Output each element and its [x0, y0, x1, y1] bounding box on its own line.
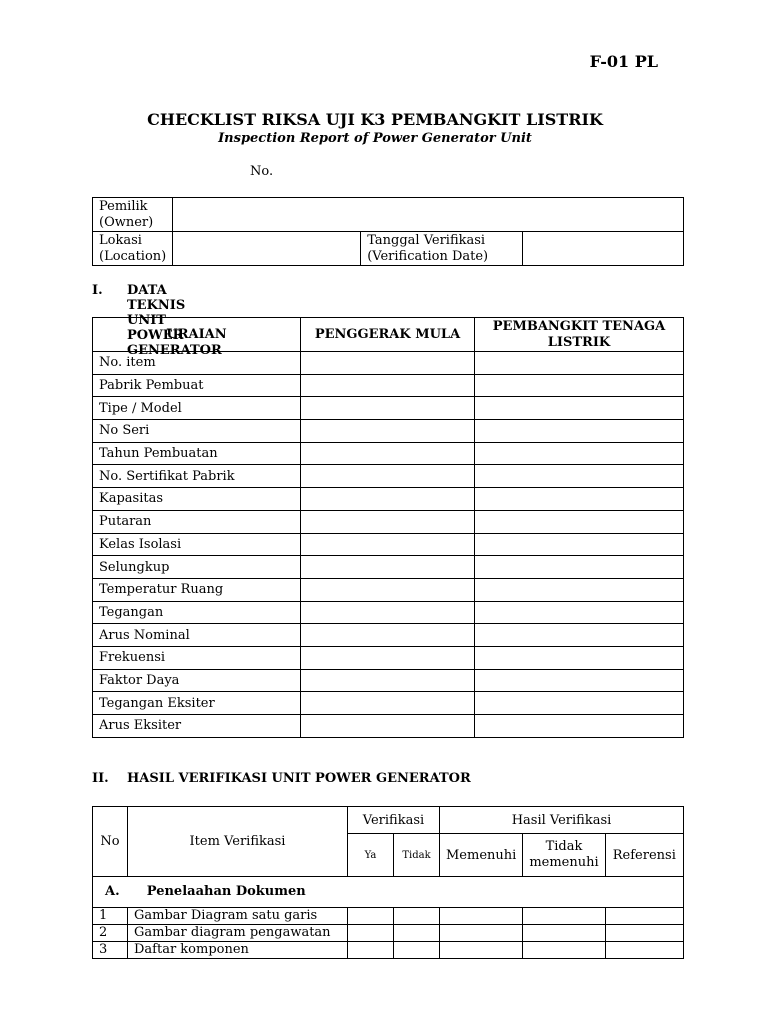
verification-row — [93, 908, 684, 925]
technical-data-row — [93, 488, 684, 511]
verification-date-label: Tanggal Verifikasi — [367, 232, 486, 248]
item-number: 1 — [93, 908, 128, 925]
pembangkit-field[interactable] — [475, 352, 684, 375]
penggerak-mula-field[interactable] — [301, 352, 475, 375]
technical-data-row — [93, 669, 684, 692]
penggerak-mula-field[interactable] — [301, 692, 475, 715]
column-header-tidak-memenuhi: Tidak memenuhi — [523, 834, 605, 877]
group-a-title: Penelaahan Dokumen — [146, 884, 306, 899]
penggerak-mula-field[interactable] — [301, 646, 475, 669]
penggerak-mula-field[interactable] — [301, 442, 475, 465]
row-label: Temperatur Ruang — [93, 578, 301, 601]
location-field[interactable] — [173, 232, 361, 266]
verification-date-label-en: (Verification Date) — [367, 248, 489, 264]
location-label-cell — [93, 232, 173, 266]
row-label: No. item — [93, 352, 301, 375]
pembangkit-field[interactable] — [475, 715, 684, 738]
pembangkit-field[interactable] — [475, 646, 684, 669]
group-a-letter: A. — [105, 884, 120, 899]
pembangkit-field[interactable] — [475, 420, 684, 443]
row-label: No. Sertifikat Pabrik — [93, 465, 301, 488]
technical-data-row — [93, 533, 684, 556]
document-subtitle: Inspection Report of Power Generator Unit — [218, 131, 532, 146]
column-header-item: Item Verifikasi — [128, 807, 348, 877]
column-header-tidak: Tidak — [394, 834, 440, 877]
technical-data-row — [93, 624, 684, 647]
pembangkit-field[interactable] — [475, 442, 684, 465]
date-label-cell — [361, 232, 523, 266]
penggerak-mula-field[interactable] — [301, 510, 475, 533]
row-label: Tahun Pembuatan — [93, 442, 301, 465]
pembangkit-field[interactable] — [475, 692, 684, 715]
technical-data-row — [93, 442, 684, 465]
technical-data-row — [93, 601, 684, 624]
owner-label: Pemilik — [99, 198, 148, 214]
pembangkit-field[interactable] — [475, 669, 684, 692]
memenuhi-cell[interactable] — [440, 908, 523, 925]
penggerak-mula-field[interactable] — [301, 578, 475, 601]
column-header-no: No — [93, 807, 128, 877]
column-header-referensi: Referensi — [605, 834, 683, 877]
memenuhi-cell[interactable] — [440, 925, 523, 942]
group-a-cell — [93, 877, 684, 908]
referensi-cell[interactable] — [605, 925, 683, 942]
pembangkit-field[interactable] — [475, 465, 684, 488]
technical-data-row — [93, 692, 684, 715]
tidak-checkbox-cell[interactable] — [394, 925, 440, 942]
technical-data-row — [93, 374, 684, 397]
item-label: Daftar komponen — [128, 942, 348, 959]
pembangkit-field[interactable] — [475, 397, 684, 420]
row-label: Tegangan Eksiter — [93, 692, 301, 715]
ya-checkbox-cell[interactable] — [348, 925, 394, 942]
column-header-pembangkit: PEMBANGKIT TENAGA LISTRIK — [475, 318, 684, 352]
column-header-memenuhi: Memenuhi — [440, 834, 523, 877]
section-1-title: DATA TEKNIS UNIT POWER GENERATOR — [127, 283, 222, 358]
column-header-hasil: Hasil Verifikasi — [440, 807, 684, 834]
row-label: Tegangan — [93, 601, 301, 624]
location-label: Lokasi — [99, 232, 142, 248]
column-header-uraian: URAIAN — [93, 318, 301, 352]
tidak-checkbox-cell[interactable] — [394, 942, 440, 959]
pembangkit-field[interactable] — [475, 510, 684, 533]
item-number: 3 — [93, 942, 128, 959]
verification-table — [92, 806, 684, 959]
verification-row — [93, 942, 684, 959]
document-title: CHECKLIST RIKSA UJI K3 PEMBANGKIT LISTRIK — [147, 110, 603, 129]
pembangkit-field[interactable] — [475, 601, 684, 624]
tidak-memenuhi-cell[interactable] — [523, 942, 605, 959]
ya-checkbox-cell[interactable] — [348, 908, 394, 925]
pembangkit-field[interactable] — [475, 533, 684, 556]
penggerak-mula-field[interactable] — [301, 488, 475, 511]
pembangkit-field[interactable] — [475, 578, 684, 601]
section-2-title: HASIL VERIFIKASI UNIT POWER GENERATOR — [127, 771, 471, 786]
verification-header-row-1 — [93, 807, 684, 834]
group-row-a — [93, 877, 684, 908]
section-2-heading — [92, 771, 471, 786]
tidak-memenuhi-cell[interactable] — [523, 908, 605, 925]
penggerak-mula-field[interactable] — [301, 533, 475, 556]
penggerak-mula-field[interactable] — [301, 420, 475, 443]
owner-label-cell — [93, 198, 173, 232]
technical-data-row — [93, 465, 684, 488]
penggerak-mula-field[interactable] — [301, 715, 475, 738]
referensi-cell[interactable] — [605, 942, 683, 959]
location-label-en: (Location) — [99, 248, 167, 264]
row-label: Arus Eksiter — [93, 715, 301, 738]
technical-data-table — [92, 317, 684, 738]
penggerak-mula-field[interactable] — [301, 465, 475, 488]
technical-data-row — [93, 420, 684, 443]
owner-label-en: (Owner) — [99, 214, 154, 230]
pembangkit-field[interactable] — [475, 374, 684, 397]
referensi-cell[interactable] — [605, 908, 683, 925]
owner-field[interactable] — [173, 198, 684, 232]
technical-data-row — [93, 715, 684, 738]
row-label: Faktor Daya — [93, 669, 301, 692]
pembangkit-field[interactable] — [475, 624, 684, 647]
technical-data-row — [93, 646, 684, 669]
document-number-label: No. — [250, 164, 274, 179]
row-label: Tipe / Model — [93, 397, 301, 420]
pembangkit-field[interactable] — [475, 488, 684, 511]
tidak-checkbox-cell[interactable] — [394, 908, 440, 925]
penggerak-mula-field[interactable] — [301, 374, 475, 397]
technical-data-row — [93, 352, 684, 375]
penggerak-mula-field[interactable] — [301, 624, 475, 647]
row-label: Putaran — [93, 510, 301, 533]
row-label: No Seri — [93, 420, 301, 443]
row-label: Kelas Isolasi — [93, 533, 301, 556]
memenuhi-cell[interactable] — [440, 942, 523, 959]
section-2-number: II. — [92, 771, 109, 786]
technical-data-row — [93, 397, 684, 420]
owner-location-table — [92, 197, 684, 266]
item-label: Gambar Diagram satu garis — [128, 908, 348, 925]
column-header-ya: Ya — [348, 834, 394, 877]
row-label: Arus Nominal — [93, 624, 301, 647]
item-label: Gambar diagram pengawatan — [128, 925, 348, 942]
technical-data-row — [93, 510, 684, 533]
tidak-memenuhi-cell[interactable] — [523, 925, 605, 942]
item-number: 2 — [93, 925, 128, 942]
penggerak-mula-field[interactable] — [301, 601, 475, 624]
penggerak-mula-field[interactable] — [301, 669, 475, 692]
technical-data-header-row — [93, 318, 684, 352]
column-header-penggerak-mula: PENGGERAK MULA — [301, 318, 475, 352]
pembangkit-field[interactable] — [475, 556, 684, 579]
row-label: Selungkup — [93, 556, 301, 579]
form-code: F-01 PL — [589, 52, 658, 71]
technical-data-row — [93, 556, 684, 579]
row-label: Kapasitas — [93, 488, 301, 511]
penggerak-mula-field[interactable] — [301, 397, 475, 420]
column-header-verifikasi: Verifikasi — [348, 807, 440, 834]
row-label: Frekuensi — [93, 646, 301, 669]
verification-date-field[interactable] — [523, 232, 684, 266]
penggerak-mula-field[interactable] — [301, 556, 475, 579]
section-1-number: I. — [92, 283, 103, 298]
verification-row — [93, 925, 684, 942]
technical-data-row — [93, 578, 684, 601]
ya-checkbox-cell[interactable] — [348, 942, 394, 959]
row-label: Pabrik Pembuat — [93, 374, 301, 397]
